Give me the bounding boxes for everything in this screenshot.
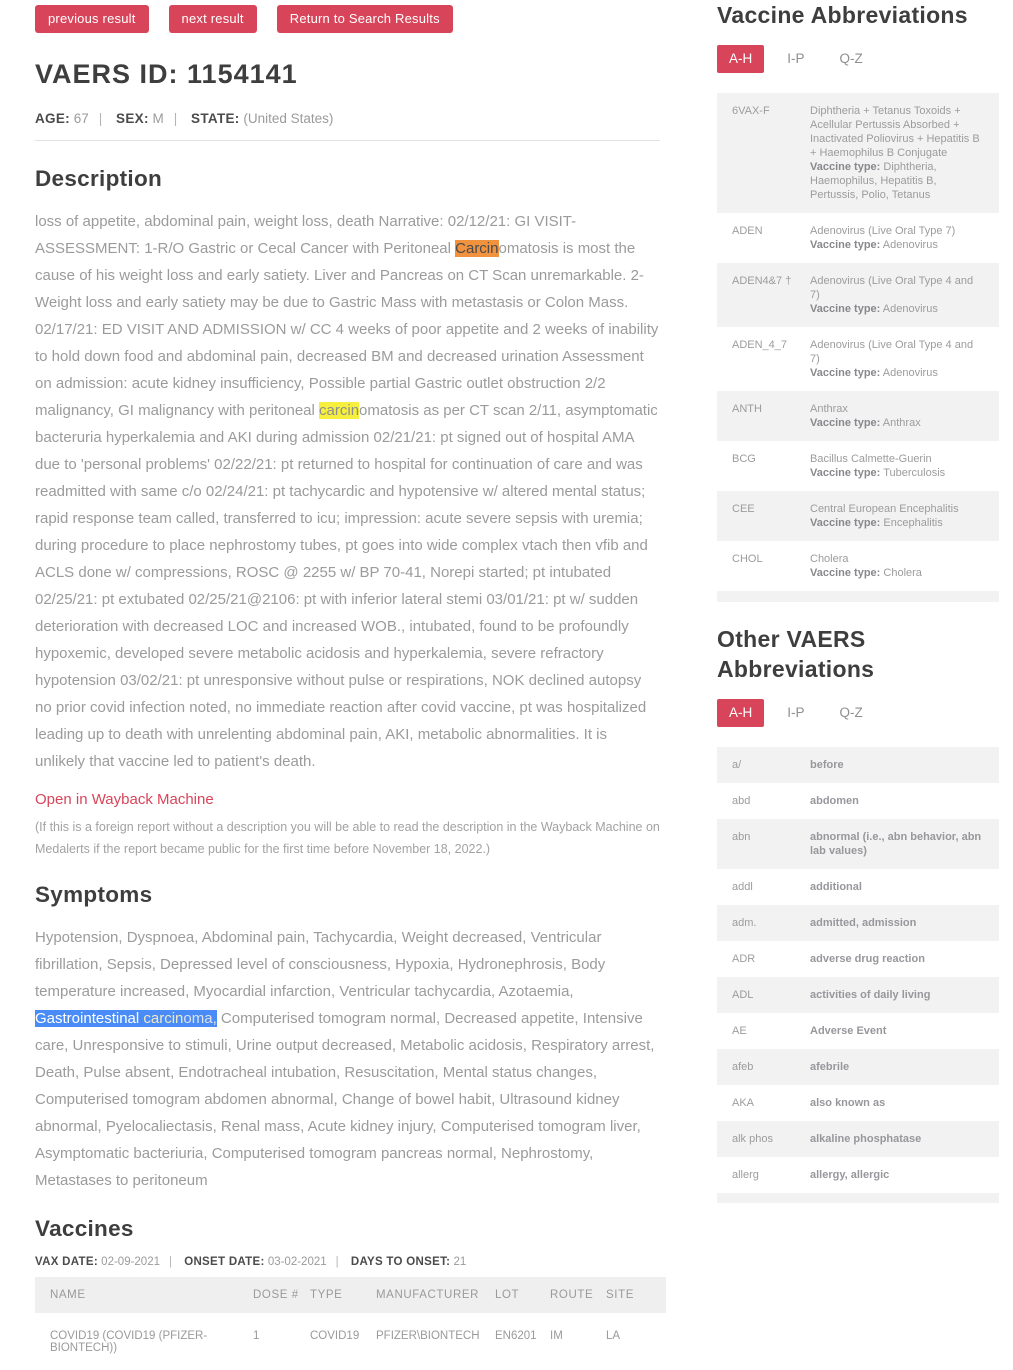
vaccine-abbreviations-heading: Vaccine Abbreviations [717,2,968,28]
abbreviation-term: CHOL [732,553,763,565]
list-item [717,747,999,783]
wayback-machine-link[interactable]: Open in Wayback Machine [35,791,214,808]
abbreviation-description: Central European Encephalitis Vaccine type: Encephalitis [810,503,959,529]
tab-letter-range[interactable]: I-P [787,705,805,720]
table-cell: COVID19 (COVID19 (PFIZER-BIONTECH)) [50,1330,208,1354]
column-header: ROUTE [550,1289,594,1301]
list-item [717,905,999,941]
column-header: LOT [495,1289,520,1301]
list-item [717,213,999,263]
abbreviation-term: BCG [732,453,756,465]
abbreviation-term: abn [732,831,751,843]
previous-result-button[interactable]: previous result [35,5,149,33]
abbreviation-term: alk phos [732,1133,773,1145]
abbreviation-description: abnormal (i.e., abn behavior, abn lab values) [810,831,982,857]
column-header: SITE [606,1289,634,1301]
abbreviation-term: afeb [732,1061,754,1073]
list-item [717,977,999,1013]
column-header: MANUFACTURER [376,1289,480,1301]
description-text [35,208,660,775]
description-segment: loss of appetite, abdominal pain, weight loss, death Narrative: 02/12/21: GI VISIT-ASSESSMENT: 1-R/O Gastric or Cecal Cancer with Peritoneal [35,213,577,257]
list-item [717,327,999,391]
patient-meta-item: SEX: M | [116,111,187,126]
vaccine-meta-item: DAYS TO ONSET: 21 [350,1256,467,1268]
vaccines-table [35,1277,666,1370]
selection-segment: oma, [183,1010,217,1027]
symptoms-heading: Symptoms [35,882,153,907]
abbreviation-description: Adverse Event [810,1025,887,1037]
list-item [717,941,999,977]
description-heading: Description [35,166,163,191]
vaccine-abbreviations-tabs [717,45,999,73]
vaccines-table-header [35,1277,666,1313]
list-item [717,93,999,213]
abbreviation-term: adm. [732,917,757,929]
list-item [717,1121,999,1157]
abbreviation-term: AE [732,1025,747,1037]
abbreviation-term: ADL [732,989,754,1001]
selection-segment: Gastrointestinal [35,1010,144,1027]
tab-letter-range[interactable]: I-P [787,51,805,66]
abbreviation-description: Adenovirus (Live Oral Type 4 and 7) Vaccine type: Adenovirus [810,275,974,315]
text-selection [35,1010,217,1027]
tab-letter-range[interactable]: A-H [717,699,764,727]
abbreviation-description: before [810,759,844,771]
abbreviation-description: Adenovirus (Live Oral Type 4 and 7) Vaccine type: Adenovirus [810,339,974,379]
abbreviation-description: activities of daily living [810,989,931,1001]
list-row-partial [717,591,999,602]
tab-letter-range[interactable]: Q-Z [839,51,863,66]
description-segment: omatosis as per CT scan 2/11, asymptomatic bacteruria hyperkalemia and AKI during admission 02/21/21: pt signed out of hospital AMA due to 'personal problems' 02/22/21: pt returned to hospital for continuation of care and was readmitted with same c/o 02/24/21: pt tachycardic and hypotensive w/ altered mental status; rapid response team called, transferred to icu; impression: acute severe sepsis with uremia; during procedure to place nephrostomy tubes, pt goes into wide complex vtach then vfib and ACLS done w/ compressions, ROSC @ 2255 w/ BP 70-41, Norepi started; pt intubated 02/25/21: pt extubated 02/25/21@2106: pt with inferior lateral stemi 03/01/21: pt w/ sudden deterioration with decreased LOC and increased WOB., intubated, found to be profoundly hypoxemic, developed severe metabolic acidosis and hyperkalemia, severe refractory hypotension 03/02/21: pt unresponsive without pulse or respirations, NOK declined autopsy no prior covid infection noted, no immediate reaction after covid vaccine, pt was hospitalized leading up to death with unrelenting abdominal pain, AKI, metabolic abnormalities. It is unlikely that vaccine led to patient's death. [35,402,658,770]
tab-letter-range[interactable]: Q-Z [839,705,863,720]
symptoms-segment: Hypotension, Dyspnoea, Abdominal pain, Tachycardia, Weight decreased, Ventricular fibrillation, Sepsis, Depressed level of consciousness, Hypoxia, Hydronephrosis, Body temperature increased, Myocardial infarction, Ventricular tachycardia, Azotaemia, [35,929,606,1000]
other-abbreviations-list [717,747,999,1193]
list-item [717,869,999,905]
patient-meta-item: AGE: 67 | [35,111,112,126]
abbreviation-term: AKA [732,1097,755,1109]
abbreviation-description: Cholera Vaccine type: Cholera [810,553,922,579]
abbreviation-term: abd [732,795,751,807]
abbreviation-term: a/ [732,759,742,771]
abbreviation-description: allergy, allergic [810,1169,890,1181]
list-item [717,1013,999,1049]
page-title [35,58,660,90]
vaccine-abbreviations-list [717,93,999,591]
abbreviation-description: abdomen [810,795,859,807]
wayback-note: (If this is a foreign report without a description you will be able to read the description in the Wayback Machine on Medalerts if the report became public for the first time before November 18, 2022.) [35,820,660,856]
list-item [717,491,999,541]
column-header: TYPE [310,1289,343,1301]
abbreviations-sidebar [717,0,999,1203]
abbreviation-description: additional [810,881,862,893]
abbreviation-description: alkaline phosphatase [810,1133,922,1145]
list-item [717,263,999,327]
result-navigation [35,5,660,33]
other-abbreviations-tabs [717,699,999,727]
divider [35,140,660,141]
list-row-partial [717,1193,999,1203]
search-highlight: carcin [319,402,360,419]
table-cell: COVID19 [310,1330,360,1342]
abbreviation-description: Bacillus Calmette-Guerin Vaccine type: Tuberculosis [810,453,946,479]
tab-letter-range[interactable]: A-H [717,45,764,73]
abbreviation-term: addl [732,881,753,893]
list-item [717,1085,999,1121]
other-vaers-abbreviations-heading: Other VAERS Abbreviations [717,626,875,682]
abbreviation-description: afebrile [810,1061,850,1073]
abbreviation-term: allerg [732,1169,759,1181]
vaccine-meta [35,1256,660,1268]
abbreviation-term: 6VAX-F [732,105,770,117]
abbreviation-description: admitted, admission [810,917,917,929]
symptoms-text [35,924,660,1194]
table-cell: PFIZER\BIONTECH [376,1330,480,1342]
description-segment: omatosis is most the cause of his weight loss and early satiety. Liver and Pancreas on CT Scan unremarkable. 2- Weight loss and early satiety may be due to Gastric Mass with metastasis or Colon Mass. 02/17/21: ED VISIT AND ADMISSION w/ CC 4 weeks of poor appetite and 2 weeks of inability to hold down food and abdominal pain, decreased BM and decreased urination Assessment on admission: acute kidney insufficiency, Possible partial Gastric outlet obstruction 2/2 malignancy, GI malignancy with peritoneal [35,240,659,419]
search-highlight-active: Carcin [455,240,499,257]
abbreviation-term: ADEN4&7 † [732,275,792,287]
list-item [717,1157,999,1193]
abbreviation-term: ADR [732,953,756,965]
report-main-column [35,5,660,1370]
column-header: DOSE # [253,1289,299,1301]
table-cell: IM [550,1330,563,1342]
list-item [717,819,999,869]
patient-meta-item: STATE: (United States) [191,111,334,126]
patient-meta [35,111,660,126]
table-cell: LA [606,1330,621,1342]
abbreviation-term: ANTH [732,403,762,415]
vaers-id-label: VAERS ID: [35,59,179,89]
next-result-button[interactable]: next result [169,5,257,33]
abbreviation-term: ADEN [732,225,763,237]
column-header: NAME [50,1289,86,1301]
abbreviation-term: CEE [732,503,755,515]
abbreviation-description: adverse drug reaction [810,953,925,965]
search-highlight-in-selection: carcin [143,1010,184,1027]
vaccine-meta-item: VAX DATE: 02-09-2021 | [35,1256,181,1268]
abbreviation-description: Anthrax Vaccine type: Anthrax [810,403,921,429]
abbreviation-description: Diphtheria + Tetanus Toxoids + Acellular Pertussis Absorbed + Inactivated Poliovirus + Hepatitis B + Haemophilus B Conjugate Vaccine type: Diphtheria, Haemophilus, Hepatitis B, Pertussis, Polio, Tetanus [810,105,980,201]
table-row [35,1313,666,1370]
vaccine-meta-item: ONSET DATE: 03-02-2021 | [184,1256,347,1268]
symptoms-segment: Computerised tomogram normal, Decreased appetite, Intensive care, Unresponsive to stimuli, Urine output decreased, Metabolic acidosis, Respiratory arrest, Death, Pulse absent, Endotracheal intubation, Resuscitation, Mental status changes, Computerised tomogram abdomen abnormal, Change of bowel habit, Ultrasound kidney abnormal, Pyelocaliectasis, Renal mass, Acute kidney injury, Computerised tomogram liver, Asymptomatic bacteriuria, Computerised tomogram pancreas normal, Nephrostomy, Metastases to peritoneum [35,1010,655,1189]
abbreviation-term: ADEN_4_7 [732,339,788,351]
list-item [717,1049,999,1085]
list-item [717,441,999,491]
abbreviation-description: Adenovirus (Live Oral Type 7) Vaccine type: Adenovirus [810,225,956,251]
return-to-search-results-button[interactable]: Return to Search Results [277,5,453,33]
table-cell: EN6201 [495,1330,537,1342]
table-cell: 1 [253,1330,260,1342]
list-item [717,391,999,441]
list-item [717,783,999,819]
vaccines-heading: Vaccines [35,1216,134,1241]
vaers-id-value: 1154141 [187,59,298,89]
list-item [717,541,999,591]
abbreviation-description: also known as [810,1097,886,1109]
